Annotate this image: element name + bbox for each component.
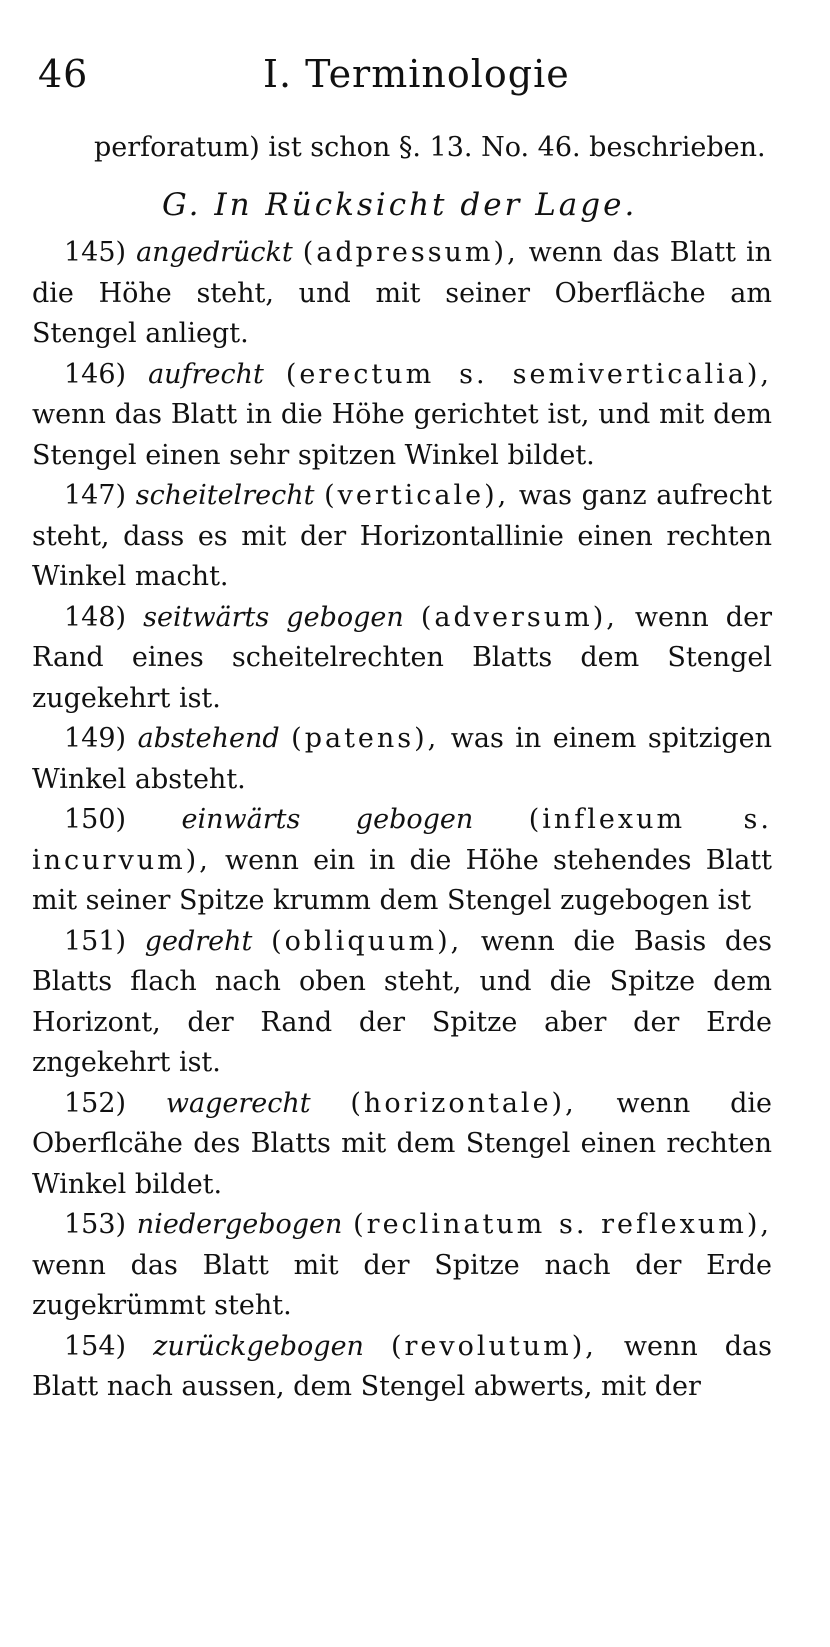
entry-number: 145) [64, 237, 127, 268]
entry-latin-name: (inflexum s. incurvum), [32, 804, 772, 876]
entry-number: 147) [64, 480, 127, 511]
entry-paragraph [32, 598, 772, 720]
running-head: I. Terminologie [263, 52, 570, 96]
entry-term: seitwärts gebogen [143, 601, 404, 633]
entry-latin-name: (revolutum), [390, 1330, 597, 1362]
entry-term: angedrückt [136, 237, 293, 268]
entry-number: 154) [64, 1330, 127, 1362]
entry-latin-name: (erectum s. semiverticalia), [285, 358, 772, 390]
entry-latin-name: (adpressum), [302, 237, 519, 268]
entry-description: was in einem spitzigen Winkel absteht. [32, 723, 772, 795]
entry-description: wenn die Basis des Blatts flach nach oben steht, und die Spitze dem Horizont, der Rand der Spitze aber der Erde zngekehrt ist. [32, 925, 772, 1078]
entry-term: scheitelrecht [135, 480, 315, 511]
entry-paragraph [32, 800, 772, 922]
entry-paragraph [32, 922, 772, 1084]
section-heading: G. In Rücksicht der Lage. [162, 186, 638, 223]
entry-paragraph [32, 233, 772, 355]
entry-number: 150) [64, 804, 127, 835]
entry-term: gedreht [144, 925, 253, 957]
intro-paragraph: perforatum) ist schon §. 13. No. 46. beschrieben. [94, 132, 766, 163]
entry-latin-name: (obliquum), [271, 925, 463, 957]
entry-list [32, 233, 772, 1408]
entry-latin-name: (adversum), [420, 601, 618, 633]
entry-description: wenn das Blatt in die Höhe steht, und mit seiner Oberfläche am Stengel anliegt. [32, 237, 773, 349]
entry-term: einwärts gebogen [181, 804, 474, 835]
entry-description: wenn ein in die Höhe stehendes Blatt mit seiner Spitze krumm dem Stengel zugebogen ist [32, 844, 772, 916]
entry-latin-name: (patens), [291, 723, 440, 754]
entry-description: was ganz aufrecht steht, dass es mit der Horizontallinie einen rechten Winkel macht. [32, 480, 772, 592]
entry-paragraph [32, 1327, 772, 1408]
entry-paragraph [32, 1205, 772, 1327]
entry-term: abstehend [137, 723, 280, 754]
entry-paragraph [32, 476, 772, 598]
entry-description: wenn der Rand eines scheitelrechten Blatts dem Stengel zugekehrt ist. [32, 601, 772, 714]
entry-paragraph [32, 1084, 772, 1206]
entry-number: 149) [64, 723, 127, 754]
entry-paragraph [32, 355, 772, 477]
entry-latin-name: (horizontale), [350, 1087, 577, 1119]
entry-number: 153) [64, 1209, 127, 1240]
entry-number: 148) [64, 601, 127, 633]
entry-description: wenn das Blatt in die Höhe gerichtet ist, und mit dem Stengel einen sehr spitzen Winkel bildet. [32, 399, 772, 471]
entry-number: 146) [64, 358, 127, 390]
entry-number: 152) [64, 1087, 127, 1119]
page-body [32, 128, 772, 1408]
entry-description: wenn das Blatt nach aussen, dem Stengel abwerts, mit der [32, 1330, 772, 1402]
entry-term: zurückgebogen [153, 1330, 364, 1362]
page-header [38, 52, 770, 102]
entry-latin-name: (verticale), [324, 480, 510, 511]
entry-term: aufrecht [148, 358, 264, 390]
entry-paragraph [32, 719, 772, 800]
entry-description: wenn das Blatt mit der Spitze nach der Erde zugekrümmt steht. [32, 1249, 772, 1321]
entry-description: wenn die Oberflcähe des Blatts mit dem Stengel einen rechten Winkel bildet. [32, 1087, 773, 1200]
entry-term: niedergebogen [136, 1209, 343, 1240]
page-number: 46 [38, 52, 89, 96]
entry-term: wagerecht [165, 1087, 311, 1119]
entry-latin-name: (reclinatum s. reflexum), [353, 1209, 772, 1240]
entry-number: 151) [64, 925, 127, 957]
